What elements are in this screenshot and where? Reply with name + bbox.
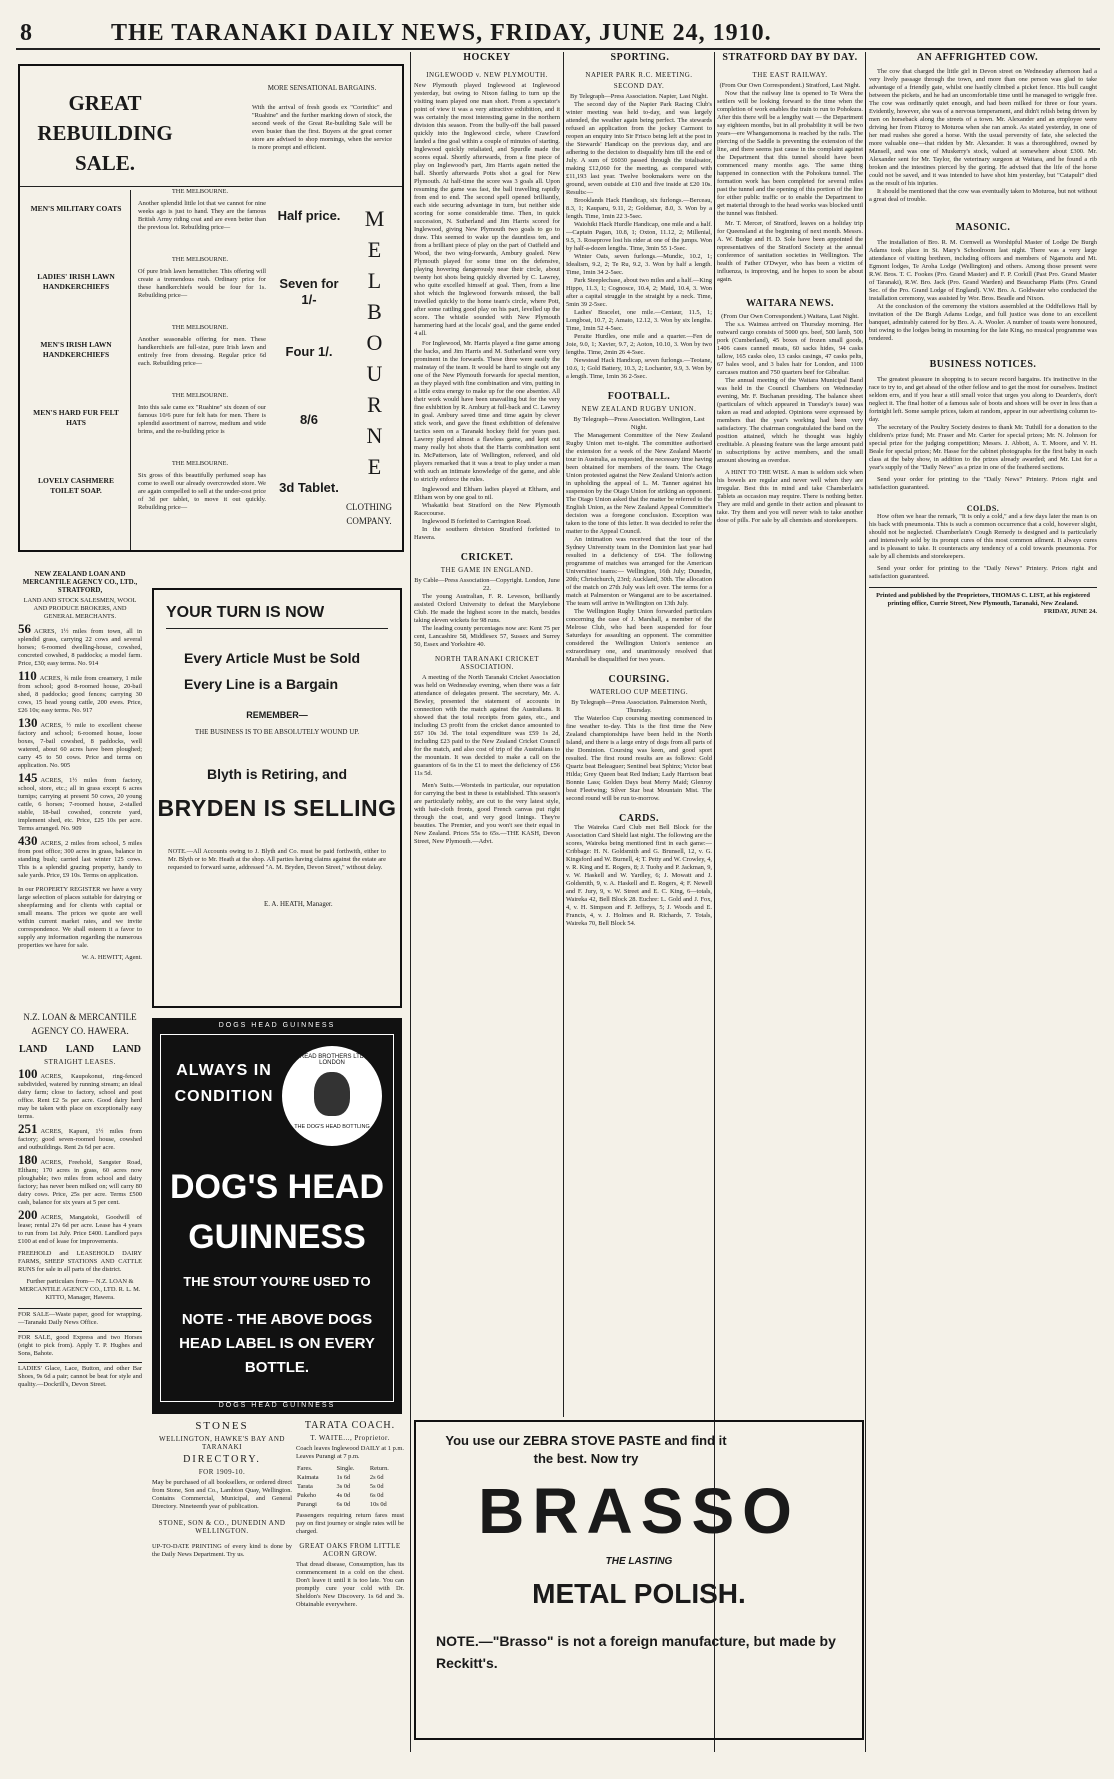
masthead: [16, 18, 1100, 50]
listing-number: 200: [18, 1207, 38, 1222]
sporting-text3: Waiohiki Hack Hurdle Handicap, one mile and a half.—Captain Pagan, 10.8, 1; Oxton, 11.12, 2; Millenial, 9.5, 3. Roseprove lost his rider at one of the jumps. Won by half-a-dozen lengths. Time, 3min 55 1-5sec.: [566, 221, 712, 252]
list-item: [18, 715, 142, 770]
cards-head: CARDS.: [619, 813, 659, 824]
masonic-head: MASONIC.: [955, 222, 1011, 233]
dog-head-icon: [314, 1072, 350, 1116]
stones-text: May be purchased of all booksellers, or ordered direct from Stone, Son and Co., Lambton Quay, Wellington. Contains Commercial, Municipal, and General Directory. Nineteenth year of publication.: [152, 1479, 292, 1510]
column-head-sporting: SPORTING.: [610, 52, 670, 63]
business-text3: Send your order for printing to the "Daily News" Printery. Prices right and satisfaction guaranteed.: [869, 476, 1097, 491]
sale-item-text: Another splendid little lot that we cannot for nine weeks ago is just to hand. They are the famous British Army riding coat and are even better than the previous lot. Rebuilding price—: [138, 200, 266, 231]
stones-region: WELLINGTON, HAWKE'S BAY AND TARANAKI: [159, 1435, 285, 1451]
listing-number: 130: [18, 715, 38, 730]
fares-cell: 5s 0d: [369, 1483, 384, 1490]
oaks-text: That dread disease, Consumption, has its commencement in a cold on the chest. Don't leave it until it is too late. You can promptly cure your cold with Dr. Sheldon's New Discovery. 1s 6d and 3s. Obtainable everywhere.: [296, 1561, 404, 1608]
sale-item-price: Four 1/.: [285, 344, 333, 359]
sale-item-name: LADIES' IRISH LAWN HANDKERCHIEFS: [26, 272, 126, 292]
fares-cell: Pukeho: [297, 1492, 317, 1499]
listing-text: ACRES, Freehold, Sangster Road, Eltham; 170 acres in grass, 60 acres now ploughable; two miles from school and dairy factory; has never been milked on; will carry 80 dairy cows. Price, 25s per acre. Terms £500 cash, balance for six years at 5 per cent.: [18, 1159, 142, 1206]
sale-item-text: Into this sale came ex "Ruahine" six dozen of our famous 10/6 pure fur felt hats for men. There is splendid assortment of narrow, medium and wide brims, and the re-building price is: [138, 404, 266, 435]
guinness-ad: [152, 1018, 402, 1414]
melbourne-label: THE MELBOURNE.: [171, 324, 229, 331]
stratford-column: [717, 68, 863, 1408]
masthead-rule: [16, 48, 1100, 50]
clothing-company: CLOTHING COMPANY.: [346, 502, 392, 526]
hawera-land: LAND LAND LAND: [18, 1044, 141, 1055]
melbourne-vertical: MELBOURNE: [362, 206, 387, 485]
bryden-note: NOTE.—All Accounts owing to J. Blyth and Co. must be paid forthwith, either to Mr. Blyth or to Mr. Heath at the shop. All parties having claims against the estate are requested to forward same, addressed "A. M. Bryden, Devon Street," without delay.: [168, 848, 386, 871]
fares-cell: 3s 0d: [336, 1483, 351, 1490]
cricket-sub2: NORTH TARANAKI CRICKET ASSOCIATION.: [435, 655, 539, 671]
newspaper-title: THE TARANAKI DAILY NEWS, FRIDAY, JUNE 24, 1910.: [111, 20, 772, 46]
listing-text: ACRES, 1½ miles from factory, school, store, etc.; all in grass except 6 acres turnips; carrying at present 50 cows, 20 young cattle, 6 horses; 7-roomed house, 2-stalled stable, 18-bail cowshed, concrete yard, implement shed, etc. Price, £25 10s per acre. Terms arranged. No. 909: [18, 777, 142, 832]
bryden-is-selling: BRYDEN IS SELLING: [157, 795, 397, 821]
coursing-text: The Waterloo Cup coursing meeting commenced in fine weather to-day. This is the first time the New Zealand championships have been held in the North Island, and there is a large entry of dogs from all parts of the Dominion. Coursing was keen, and good sport resulted. The first round results are as follows: Gold Quartz beat Beleaguer; Sentinel beat Sphinx; Victor beat Hilda; Grey Queen beat Red Indian; Lady Harrison beat Bonnie Lass; Golden Days beat Merry Maid; Glenroy beat Fleetwing; Silver Star beat Mountain Mist. The second round will be run to-morrow.: [566, 715, 712, 802]
fares-cell: 4s 0d: [336, 1492, 351, 1499]
loan-head: NEW ZEALAND LOAN AND MERCANTILE AGENCY CO., LTD., STRATFORD,: [22, 570, 138, 594]
stones-name: STONES: [195, 1420, 249, 1432]
oaks-head: GREAT OAKS FROM LITTLE ACORN GROW.: [299, 1542, 401, 1558]
wound-up: THE BUSINESS IS TO BE ABSOLUTELY WOUND UP.: [194, 728, 360, 736]
fares-header: Single.: [336, 1465, 355, 1472]
listing-number: 430: [18, 833, 38, 848]
column-head-cow: AN AFFRIGHTED COW.: [916, 52, 1039, 63]
sale-item-name: MEN'S MILITARY COATS: [26, 204, 126, 214]
football-sub: NEW ZEALAND RUGBY UNION.: [581, 405, 697, 413]
guinness-name: GUINNESS: [188, 1218, 366, 1256]
list-item: [18, 1066, 142, 1121]
hockey-text3: Inglewood and Eltham ladies played at Eltham, and Eltham won by one goal to nil.: [414, 486, 560, 501]
fares-row: [296, 1482, 404, 1491]
hockey-text5: Inglewood B forfeited to Carrington Road.: [422, 518, 532, 525]
column-rule: [865, 52, 866, 1752]
stones-dir: DIRECTORY.: [183, 1454, 261, 1465]
label-bottling: THE DOG'S HEAD BOTTLING: [294, 1124, 370, 1130]
fares-cell: 6s 0d: [369, 1492, 384, 1499]
listing-number: 100: [18, 1066, 38, 1081]
your-turn: YOUR TURN IS NOW: [166, 604, 325, 621]
small-ad: FOR SALE, good Express and two Horses (eight to pick from). Apply T. P. Hughes and Sons, Bahote.: [18, 1331, 142, 1358]
sporting-text7: Peraite Hurdles, one mile and a quarter.—Fen de Joie, 9.0, 1; Xavier, 9.7, 2; Aoton, 10.10, 3. Won by two lengths. Time, 2min 26 4-5sec.: [566, 333, 712, 356]
hockey-column: [414, 68, 560, 1418]
hawera-freehold: FREEHOLD and LEASEHOLD DAIRY FARMS, SHEEP STATIONS AND CATTLE RUNS for sale in all parts of the district.: [18, 1250, 142, 1273]
listing-number: 251: [18, 1121, 38, 1136]
list-item: [18, 1207, 142, 1246]
hockey-text2: For Inglewood, Mr. Harris played a fine game among the backs, and Jim Harris and M. Sutherland were very prominent in the forwards. These three were easily the mainstay of the team. It would be hard to single out any one of the New Plymouth forwards for special mention, as they played with fine combination and vim, putting in a little extra energy to make up for the one absentee. All their work would have been unavailing but for the very fine exhibition by R. Ambury at full-back and C. Lawrey in goal. Ambury saved time and time again by clever stick work, and gave the finest exhibition of defensive tactics seen on a Taranaki hockey field for years past. Lawrey played almost a flawless game, and kept out many really hot shots that the Harris combination sent in. McPatterson, late of Wellington, refereed, and old players remarked that it was a treat to play under a man with such an intimate knowledge of the game, and able to strictly enforce the rules.: [414, 340, 560, 483]
melbourne-label: THE MELBOURNE.: [171, 392, 229, 399]
listing-text: ACRES, 2 miles from school, 5 miles from post office; 300 acres in grass, balance in standing bush; carried last winter 125 cows. This is a splendid grazing property, handy to sale yards. Price, £9 10s. Terms on application.: [18, 840, 142, 879]
sale-item-price: 8/6: [299, 412, 319, 427]
label-maker: READ BROTHERS LTD LONDON: [299, 1054, 365, 1066]
hockey-text6: In the southern division Stratford forfeited to Hawera.: [414, 526, 560, 541]
bryden-rule: [166, 628, 388, 629]
sale-subhead: MORE SENSATIONAL BARGAINS.: [267, 84, 377, 92]
cricket-byline: By Cable—Press Association—Copyright. London, June 22.: [414, 577, 560, 592]
fares-cell: 1s 6d: [336, 1474, 351, 1481]
stout-tagline: THE STOUT YOU'RE USED TO: [183, 1274, 371, 1289]
fares-cell: Purangi: [297, 1501, 317, 1508]
stones-directory-ad: [152, 1420, 292, 1740]
masonic-text2: At the conclusion of the ceremony the visitors assembled at the Oddfellows Hall by invitation of the De Burgh Adams Lodge, and full justice was done to an excellent banquet, admirably catered for by Bro. A. A. Wooler. A number of toasts were honoured, but owing to the lodges being in mourning for the late King, no musical programme was rendered.: [869, 303, 1097, 342]
dogs-head: DOG'S HEAD: [170, 1168, 384, 1206]
small-ad: FOR SALE—Waste paper, good for wrapping.—Taranaki Daily News Office.: [18, 1308, 142, 1327]
every-line: Every Line is a Bargain: [184, 676, 339, 692]
tarata-head: TARATA COACH.: [304, 1420, 396, 1431]
rebuilding-sale-ad: [18, 64, 404, 552]
colds-text2: Send your order for printing to the "Daily News" Printery. Prices right and satisfaction guaranteed.: [869, 565, 1097, 580]
sale-item-price: Seven for 1/-: [279, 276, 339, 307]
list-item: [18, 1152, 142, 1207]
cricket-text: The young Australian, F. R. Leveson, brilliantly assisted Oxford University to defeat the Marylebone Club. He made the highest score in the match, besides taking eleven wickets for 98 runs.: [414, 593, 560, 624]
cricket-text3: A meeting of the North Taranaki Cricket Association was held on Wednesday evening, when there was a fair attendance of delegates present. The secretary, Mr. A. Bewley, presented the statement of accounts in connection with the match against the Australians. It showed that the total receipts from gates, etc., and including £3 profit from the cricket dance amounted to £67 10s 3d. The total expenditure was £59 1s 2d, including £23 paid to the New Zealand Cricket Council for the match, and also cost of trip of the Australians to the mountain. It was decided to make a call on the guarantors of 6s in the £1 to meet the deficiency of £56 11s 5d.: [414, 674, 560, 777]
small-ads: [18, 1308, 142, 1389]
sporting-text4: Winter Oats, seven furlongs.—Mundic, 10.2, 1; Idealism, 9.2, 2; Te Ru, 9.2, 3. Won by half a length. Time, 1min 34 2-5sec.: [566, 253, 712, 276]
football-text: The Management Committee of the New Zealand Rugby Union met to-night. The committee authorised the extension for a week of the New Zealand Maoris' tour in Australia, as requested, the necessary time having been obtained for members of the team. The Otago Union protested against the New Zealand Union's action in upholding the appeal of L. M. Tanner against his suspension by the Otago Union for striking an opponent. The Otago Union asked that the matter be referred to the English Union, as the New Zealand Appeal Committee's decision was a foregone conclusion. Exception was taken to the tone of this letter. It was decided to refer the matter to the Appeal Council.: [566, 432, 712, 535]
brasso-lasting: THE LASTING: [605, 1556, 673, 1567]
stratford-byline: (From Our Own Correspondent.) Stratford, Last Night.: [719, 82, 861, 89]
imprint-date: FRIDAY, JUNE 24.: [1043, 608, 1097, 615]
listing-text: ACRES, ½ mile to excellent cheese factory and school; 6-roomed house, loose boxes, 7-bail cowshed, 8 paddocks, well watered, about 60 acres have been ploughed; carry 45 to 50 cows. Price and terms on application. No. 905: [18, 722, 142, 769]
hockey-text: New Plymouth played Inglewood at Inglewood yesterday, but owing to Nixon failing to turn up the visiting team played one man short. From a spectator's point of view it was a very attractive exhibition, and it was certainly the most interesting game in the northern division this season. From the bully-off the ball passed quickly into the Inglewood circle, where Crawford landed a fine goal within a couple of minutes of starting. Inglewood quickly retaliated, and Spurdle made the scores equal. Shortly afterwards, from a fine piece of play on Inglewood's part, Jim Harris again netted the ball. Shortly afterwards Potts shot a goal for New Plymouth. At half-time the score was 3 goals all. Upon resuming the game was fast, the ball travelling rapidly from end to end. The second spell opened brilliantly, each side securing advantage in turn, but neither side scoring for some considerable time. Then, in quick succession, N. Sutherland and Jim Harris scored for Inglewood, giving New Plymouth two goals to go to draw. This seemed to wake up the dauntless ten, and from a brilliant piece of play on the part of Oatfield and Wood, the two wing-forwards, Ambury goaled. New Plymouth played for some time on the defensive, playing hovering dangerously near their circle, about twenty hot shots being quickly diverted by C. Lawrey, who quite excelled himself at goal. Then, from a line shot which the Inglewood forwards missed, the ball travelled quickly to the home team's circle, where Pott, after some rattling good play on his part, levelled up the score. The whistle sounded with New Plymouth hammering hard at the locals' goal, and the game ended 4 all.: [414, 82, 560, 337]
sale-intro: With the arrival of fresh goods ex "Corinthic" and "Ruahine" and the further marking down of stock, the second week of the Great Re-building Sale will be even busier than the first. Buyers at the great corner store are advised to shop mornings, when the service is more prompt and efficient.: [252, 104, 392, 151]
list-item: [18, 770, 142, 833]
listing-number: 56: [18, 621, 31, 636]
sporting-text6: Ladies' Bracelet, one mile.—Centaur, 11.5, 1; Longboat, 10.7, 2; Amato, 12.12, 3. Won by six lengths. Time, 1min 52 4-5sec.: [566, 309, 712, 332]
business-head: BUSINESS NOTICES.: [929, 359, 1037, 370]
stones-addr: STONE, SON & CO., DUNEDIN AND WELLINGTON.: [158, 1519, 286, 1535]
sale-item-text: Six gross of this beautifully perfumed soap has come to swell our already overcrowded store. We are again compelled to sell at the under-cost price of 3d per tablet, to move it out quickly. Rebuilding price—: [138, 472, 266, 511]
guinness-border-top: DOGS HEAD GUINNESS: [218, 1022, 336, 1029]
fares-cell: 2s 6d: [369, 1474, 384, 1481]
list-item: [18, 833, 142, 880]
cricket-sub: THE GAME IN ENGLAND.: [440, 566, 534, 574]
sale-item-name: MEN'S IRISH LAWN HANDKERCHIEFS: [26, 340, 126, 360]
coursing-byline: By Telegraph—Press Association. Palmerston North, Thursday.: [571, 699, 707, 714]
colds-text: How often we hear the remark, "It is only a cold," and a few days later the man is on his back with pneumonia. This is such a common occurrence that a cold, however slight, should not be neglected. Chamberlain's Cough Remedy is designed and is particularly and intensively sold by its prompt cures of this most common ailment. It always cures and is pleasant to take. It counteracts any tendency of a cold towards pneumonia. For sale by all chemists and storekeepers.: [869, 513, 1097, 560]
tarata-coach-ad: [296, 1420, 404, 1740]
cards-text: The Waireka Card Club met Bell Block for the Association Card Shield last night. The following are the scores, Waireka being mentioned first in each game:—Cribbage: H. N. Goldsmith and G. Brunsell, 12, v. G. Kingsford and W. Burnell, 4; T. Petty and W. Crowley, 4, v. R. King and E. Rogers, 8; J. Tuohy and P. Jackman, 9, v. W. Haskell and W. Yardley, 6; J. Mowatt and J. Goldsmith, 9, v. A. Haskell and E. Rogers, 4; F. Newell and F. Jury, 9, v. W. Street and E. C. King, 6—totals, Waireka 42, Bell Block 28. Euchre: L. Gold and J. Fox, 4, v. H. Simpson and F. Jeffreys, 5; J. Woods and E. Francis, 4, v. J. Holmes and R. Richards, 7. Totals, Waireka 70, Bell Block 54.: [566, 824, 712, 927]
melbourne-label: THE MELBOURNE.: [171, 188, 229, 195]
blyth-retiring: Blyth is Retiring, and: [206, 766, 347, 782]
colds-head: COLDS.: [966, 504, 1000, 513]
always-in-condition: ALWAYS IN CONDITION: [174, 1062, 274, 1105]
list-item: [18, 668, 142, 715]
right-column: [869, 68, 1097, 1758]
dog-label: [282, 1046, 382, 1146]
tarata-text: Coach leaves Inglewood DAILY at 1 p.m. Leaves Purangi at 7 p.m.: [296, 1445, 404, 1460]
stratford-sub: THE EAST RAILWAY.: [752, 71, 828, 79]
listing-text: ACRES, Kaupokonui, ring-fenced subdivided, watered by running stream; an ideal dairy farm; close to factory, school and post office. Rent £2 5s per acre. Good dairy herd may be taken with place on exceptionally easy terms.: [18, 1073, 142, 1120]
brasso-name: BRASSO: [478, 1475, 800, 1547]
melbourne-label: THE MELBOURNE.: [171, 460, 229, 467]
fares-header: Return.: [369, 1465, 389, 1472]
sale-item-name: LOVELY CASHMERE TOILET SOAP.: [26, 476, 126, 496]
fares-cell: Kaimata: [297, 1474, 319, 1481]
fares-table: [296, 1464, 404, 1509]
sporting-sub2: SECOND DAY.: [613, 82, 665, 90]
brasso-note: NOTE.—"Brasso" is not a foreign manufacture, but made by Reckitt's.: [436, 1633, 836, 1671]
column-rule: [563, 52, 564, 1417]
cow-text: The cow that charged the little girl in Devon street on Wednesday afternoon had a very lively passage through the town, and more than one person was glad to take advantage of a friendly gate, whilst one hastily climbed a picket fence. His bull caught between the pickets, and he had an uncomfortable time until he managed to wriggle free. The cow was ordinarily quiet enough, and had been milked for three or four years. Evidently, however, she was of a nervous temperament, and didn't relish being driven by men on horseback along the streets of a town. Mr. Alexander and an employee were driving her from Fitzroy to Moturoa when she ran amok. As stated yesterday, in one of her mad rushes she gored a horse. With the usual perversity of fate, she selected the more valuable one—that ridden by Mr. Alexander. It was a thoroughbred, owned by Mansell, and was one of Muskerry's stock, valued at somewhere about £300. Mr. Alexander sent for Mr. Taylor, the veterinary surgeon at Waitara, and he found a rib broken and the intestines pierced by the goring. He advised that the life of the horse could not be saved, and it was intended to have shot him yesterday, but "Catapult" died as the result of his injuries.: [869, 68, 1097, 187]
waitara-text2: The annual meeting of the Waitara Municipal Band was held in the Council Chambers on Wednesday evening, Mr. F. Buchanan presiding. The balance sheet (particulars of which appeared in Tuesday's issue) was taken as read and adopted. Opinions were expressed by members that the year's working had been very satisfactory. The chairman congratulated the band on the position attained, which he thought was highly creditable. A pleasing feature was the large amount paid in subscriptions by active members, and the small amount showing as overdue.: [717, 377, 863, 464]
loan-register: In our PROPERTY REGISTER we have a very large selection of places suitable for dairying or sheepfarming and for clients with capital or small means. The prices we quote are well within current market rates, and we invite correspondence. We shall esteem it a favor to supply any information regarding the numerous properties we have for sale.: [18, 886, 142, 949]
loan-sub: LAND AND STOCK SALESMEN, WOOL AND PRODUCE BROKERS, AND GENERAL MERCHANTS.: [23, 597, 137, 620]
football-text3: The Wellington Rugby Union forwarded particulars concerning the case of J. Marshall, a member of the Melrose Club, who had been suspended for four Saturdays for assaulting an opponent. The committee considered the Wellington Union's sentence an extraordinary one, and unanimously resolved that Marshall be disqualified for two years.: [566, 608, 712, 663]
sporting-byline: By Telegraph—Press Association. Napier, Last Night.: [570, 93, 708, 100]
hawera-further: Further particulars from— N.Z. LOAN & MERCANTILE AGENCY CO., LTD. R. L. M. KITTO, Manager, Hawera.: [19, 1278, 141, 1301]
sale-item-text: Of pure Irish lawn hemstitcher. This offering will create a tremendous rush. Ordinary price for these handkerchiefs would be four for 1s. Rebuilding price—: [138, 268, 266, 299]
sale-item-price: 3d Tablet.: [279, 480, 339, 495]
waitara-byline: (From Our Own Correspondent.) Waitara, Last Night.: [721, 313, 859, 320]
cricket-text4: Men's Suits.—Worsteds in particular, our reputation for carrying the best in these is established. This season's are particularly nobby, are cut to the very latest style, with hair-cloth fronts, good French canvas put right through the coat, and very good linings. They're beauties. The Premier, and you won't see their equal in New Zealand. Prices 55s to 65s.—THE KASH, Devon Street, New Plymouth.—Advt.: [414, 782, 560, 845]
loan-listings: [18, 621, 142, 880]
waitara-text: The s.s. Waimea arrived on Thursday morning. Her outward cargo consists of 5000 qrs. beef, 500 lamb, 500 pork (Cumberland), 45 boxes of frozen small goods, 1406 cases canned meats, 60 sacks hides, 94 casks tallow, 165 casks oleo, 13 casks casings, 47 casks pelts, 67 bales wool, and 3 bales hair for London, and 1100 carcases mutton and 750 quarters beef for Gibraltar.: [717, 321, 863, 376]
hawera-leases: STRAIGHT LEASES.: [44, 1058, 116, 1066]
sporting-column: [566, 68, 712, 1418]
every-article: Every Article Must be Sold: [184, 650, 361, 666]
zebra-line: You use our ZEBRA STOVE PASTE and find it the best. Now try: [445, 1433, 727, 1466]
cricket-head: CRICKET.: [460, 552, 514, 563]
football-byline: By Telegraph—Press Association. Wellington, Last Night.: [573, 416, 705, 431]
sporting-text5: Park Steeplechase, about two miles and a half.—King Hippo, 11.3, 1; Cognosce, 10.4, 2; Maid, 10.4, 3. Won after a capital struggle in the straight by a neck. Time, 5min 39 2-5sec.: [566, 277, 712, 308]
column-head-stratford: STRATFORD DAY BY DAY.: [722, 52, 858, 63]
metal-polish: METAL POLISH.: [532, 1578, 746, 1609]
sporting-text8: Newstead Hack Handicap, seven furlongs.—Teotane, 10.6, 1; Gold Battery, 10.3, 2; Lochanter, 9.9, 3. Won by a length. Time, 1min 36 2-5sec.: [566, 357, 712, 380]
coursing-sub: WATERLOO CUP MEETING.: [589, 688, 689, 696]
stratford-text2: Mr. T. Mercer, of Stratford, leaves on a holiday trip for Queensland at the beginning of next month. Messrs. A. W. Budge and H. D. Sole have been appointed the representatives of the Stratford Society at the annual conference of sanitation societies in Wellington. The health of Father O'Dwyer, who has been a victim of influenza, is improving, and he hopes to soon be about again.: [717, 220, 863, 283]
listing-text: ACRES, Mangatoki, Goodwill of lease; rental 27s 6d per acre. Lease has 4 years to run from 1st July. Price £400. Landlord pays £100 at end of lease for improvements.: [18, 1214, 142, 1245]
coursing-head: COURSING.: [608, 674, 670, 685]
hockey-text4: Whakatiki beat Stratford on the New Plymouth Racecourse.: [414, 502, 560, 517]
listing-text: ACRES, 1½ miles from town, all in splendid grass, carrying 22 cows and several horses; 6-roomed dwelling-house, cowshed, concreted cowshed, 8 paddocks; a model farm. Price, £30; easy terms. No. 914: [18, 628, 142, 667]
printing-ad: UP-TO-DATE PRINTING of every kind is done by the Daily News Department. Try us.: [152, 1543, 292, 1558]
sale-item-name: MEN'S HARD FUR FELT HATS: [26, 408, 126, 428]
imprint-text: Printed and published by the Proprietors, THOMAS C. LIST, at his registered printing office, Currie Street, New Plymouth, Taranaki, New Zealand.: [876, 592, 1090, 607]
column-rule: [410, 52, 411, 1752]
listing-text: ACRES, Kapuni, 1½ miles from factory; good seven-roomed house, cowshed and outbuildings. Rent 2s 6d per acre.: [18, 1128, 142, 1151]
sale-title: GREAT REBUILDING SALE.: [37, 91, 173, 175]
sporting-sub: NAPIER PARK R.C. MEETING.: [585, 71, 693, 79]
hawera-loan-ad: [18, 1010, 142, 1700]
column-head-hockey: HOCKEY: [463, 52, 511, 63]
football-head: FOOTBALL.: [607, 391, 671, 402]
small-ad: LADIES' Glace, Lace, Button, and other Bar Shoes, 9s 6d a pair; cannot be beat for style and quality.—Dockrill's, Devon Street.: [18, 1362, 142, 1389]
tarata-note: Passengers requiring return fares must pay on first journey or single rates will be charged.: [296, 1512, 404, 1535]
bryden-manager: E. A. HEATH, Manager.: [264, 900, 333, 908]
sale-item-text: Another seasonable offering for men. These handkerchiefs are full-size, pure Irish lawn and entirely free from dressing. Regular price 6d each. Rebuilding price—: [138, 336, 266, 367]
page-number: 8: [20, 20, 33, 46]
guinness-border-bottom: DOGS HEAD GUINNESS: [218, 1402, 336, 1409]
business-text: The greatest pleasure in shopping is to secure record bargains. It's instinctive in the race to try to, and get ahead of the other fellow and to get the most for ourselves. Instinct seldom errs, and if you hear a still small voice that urges you along to Dearden's, don't neglect it. The final hotter of a famous sale of boots and shoes will be over in less than a fortnight left. Some sample prices, taken at random, appear in our advertising column to-day.: [869, 376, 1097, 423]
loan-agent: W. A. HEWITT, Agent.: [81, 954, 142, 961]
imprint-rule: [869, 587, 1097, 588]
fares-cell: 6s 0d: [336, 1501, 351, 1508]
listing-text: ACRES, ¾ mile from creamery, 1 mile from school; good 8-roomed house, 20-bail shed, 8 paddocks; good fences; carrying 30 cows, 15 head young cattle, 200 ewes. Price, £26 10s; easy terms. No. 917: [18, 675, 142, 714]
stratford-text: Now that the railway line is opened to Te Wera the settlers will be looking forward to the time when the completion of work enables the train to run to Pohokura. After this there will be a lengthy wait — the Department say eighteen months, but in all probability it will be two years—ere Whangamomona is reached by the rails. The piercing of the Saddle is preventing the extension of the line, and there seems just cause in the complaint against the Department that this tunnel should have been commenced many months ago. The same thing happened in connection with the Pohokura tunnel. The formation work has been completed for several miles past the tunnel and the opening of this portion of the line for either public traffic or to enable the Department to get material through to the head works was blocked until the tunnel was finished.: [717, 90, 863, 217]
waitara-text3: A HINT TO THE WISE. A man is seldom sick when his bowels are regular and never well when they are irregular. Best this in mind and take Chamberlain's Tablets as occasion may require. There is nothing better. They are mild and gentle in their action and pleasant to take. Try them and you will never wish to take another dose of pills. For sale by all chemists and storekeepers.: [717, 469, 863, 524]
hawera-head: N.Z. LOAN & MERCANTILE AGENCY CO. HAWERA.: [23, 1012, 137, 1036]
fares-cell: 10s 0d: [369, 1501, 387, 1508]
sporting-text2: Brooklands Hack Handicap, six furlongs.—Berceau, 8.3, 1; Kauparu, 9.11, 2; Goldsmar, 8.0, 3. Won by a length. Time, 1min 22 3-5sec.: [566, 197, 712, 220]
waitara-head: WAITARA NEWS.: [746, 298, 834, 309]
fares-row: [296, 1473, 404, 1482]
sale-item-price: Half price.: [277, 208, 341, 223]
bryden-selling-ad: [152, 588, 402, 1008]
remember: REMEMBER—: [246, 710, 308, 720]
list-item: [18, 621, 142, 668]
guinness-note: NOTE - THE ABOVE DOGS HEAD LABEL IS ON EVERY BOTTLE.: [179, 1311, 375, 1376]
business-text2: The secretary of the Poultry Society desires to thank Mr. Tuthill for a donation to the children's prize fund; Mr. Fraser and Mr. Carter for special prizes; Mr. N. Johnson for special prize for the judging competition; Messrs. J. Abbott, A. T. Moore, and V. H. Beale for special prizes; Mr. Hasse for the cabinet photographs for the first baby in each class at the baby show, in addition to the prizes already awarded; and Mr. List for a year's supply of the "Daily News" as a prize in one of the feathered sections.: [869, 424, 1097, 471]
football-text2: An intimation was received that the tour of the Sydney University team in the Dominion last year had resulted in a deficiency of £64. The following programme of matches was arranged for the American Universities' teams:— Wellington, 16th July; Dunedin, 20th; Christchurch, 23rd; Auckland, 30th. The allocation of the match on 27th July was left over. The terms for a match at Palmerston or Wanganui are to be ascertained. The team will arrive in Wellington on 13th July.: [566, 536, 712, 607]
fares-cell: Tarata: [297, 1483, 313, 1490]
fares-row: [296, 1491, 404, 1500]
item-spine: [130, 190, 131, 550]
cow-text2: It should be mentioned that the cow was eventually taken to Moturoa, but not without a great deal of trouble.: [869, 188, 1097, 203]
listing-number: 145: [18, 770, 38, 785]
sale-divider: [20, 186, 402, 187]
melbourne-label: THE MELBOURNE.: [171, 256, 229, 263]
listing-number: 110: [18, 668, 37, 683]
cricket-text2: The leading county percentages now are: Kent 75 per cent, Lancashire 58, Middlesex 57, Sussex and Surrey 50, Essex and Yorkshire 40.: [414, 625, 560, 648]
sporting-text: The second day of the Napier Park Racing Club's winter meeting was held to-day, and was largely attended, the weather again being perfect. The stewards refused an application from the jockey Carmont to reopen an enquiry into Sir Frisco being left at the post in the Stewards' Handicap on the previous day, and are adhering to the decision to disqualify him till the end of July. A sum of £6030 passed through the totalisator, making £12,060 for the meeting, as compared with £11,193 last year. Twelve bookmakers were on the ground, seven outside at £10 and five inside at £20 10s. Results:—: [566, 101, 712, 196]
stones-year: FOR 1909-10.: [198, 1468, 246, 1476]
fares-header: Fares.: [297, 1465, 313, 1472]
brasso-ad: [414, 1420, 864, 1740]
listing-number: 180: [18, 1152, 38, 1167]
masonic-text: The installation of Bro. R. M. Cornwell as Worshipful Master of Lodge De Burgh Adams took place in St. Mary's Schoolroom last night. There was a very large attendance of visiting brethren, including officers and members of Ngamotu and Mt. Egmont lodges, Te Aroha Lodge (Wellington) and others. Among those present were R.W. Bros. T. C. Fookes (Pro. Grand Master) and F. P. Corkill (Past Pro. Grand Master of Taranaki), R.W. Bro. Jack (Pro. Grand Warden) and Beauchamp Platts (Pro. Grand Sec. of the Pro. Grand Lodge of England). V.W. Bro. A. Goldwater who conducted the installation ceremony, was assisted by Wor. Bros. Beadle and Nixon.: [869, 239, 1097, 302]
hawera-listings: [18, 1066, 142, 1246]
hockey-sub: INGLEWOOD v. NEW PLYMOUTH.: [426, 71, 548, 79]
tarata-prop: T. WAITE..., Proprietor.: [310, 1434, 390, 1442]
fares-row: [296, 1500, 404, 1509]
list-item: [18, 1121, 142, 1152]
